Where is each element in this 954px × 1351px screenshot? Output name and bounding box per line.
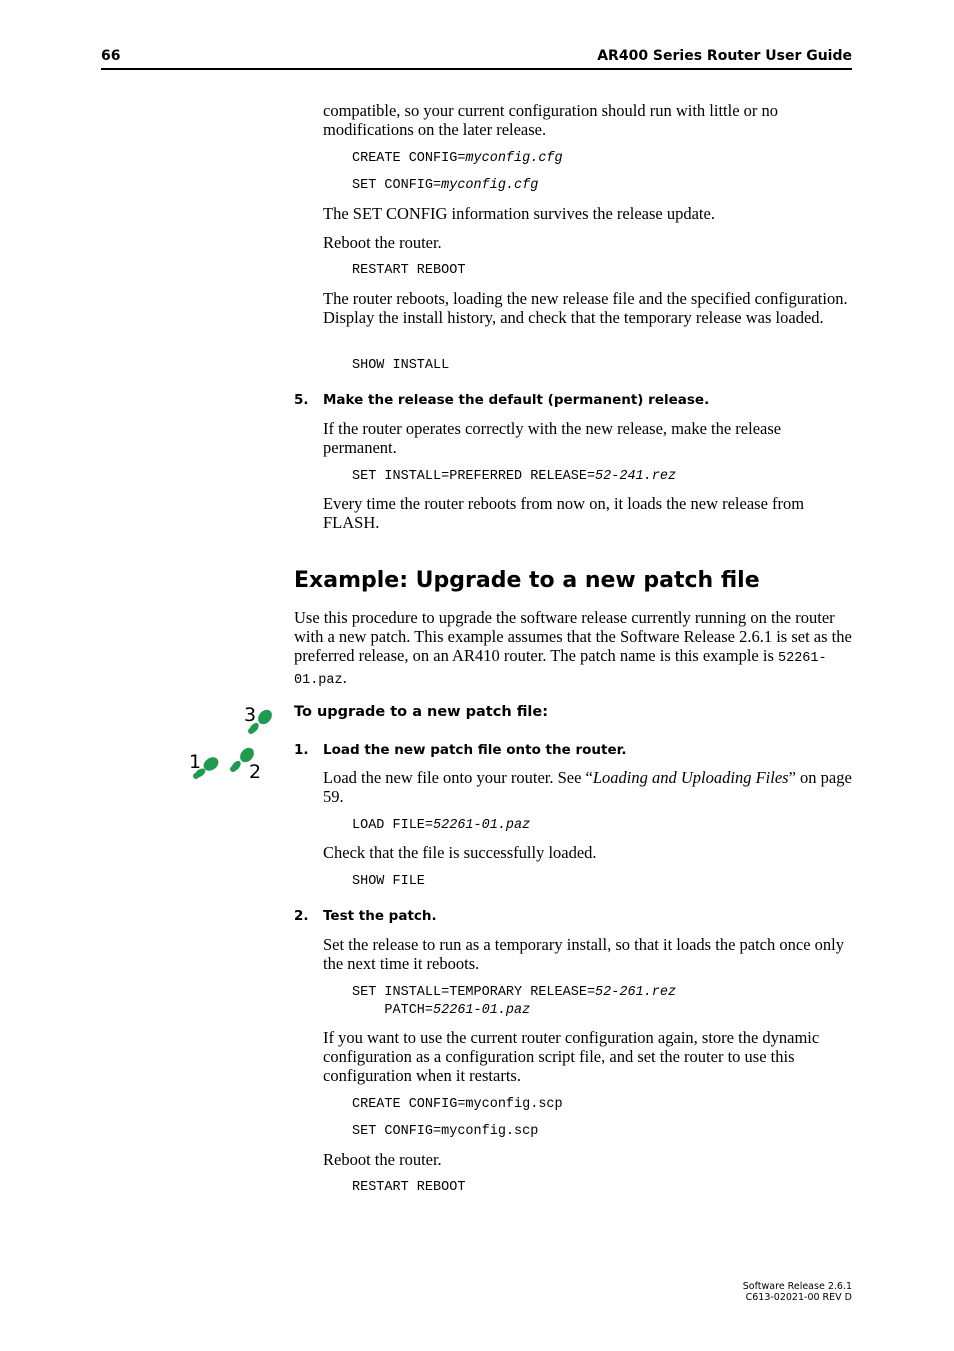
code-restart-reboot: RESTART REBOOT <box>352 263 466 278</box>
code-command: LOAD FILE= <box>352 818 434 833</box>
section-intro <box>294 608 854 690</box>
guide-title: AR400 Series Router User Guide <box>597 48 852 64</box>
intro-text: Use this procedure to upgrade the software release currently running on the router with a new patch. This example assumes that the Software Release 2.6.1 is set as the preferred release, on an AR410 router. The patch name is this example is <box>294 608 852 665</box>
code-create-config <box>352 150 563 168</box>
paragraph-reboot: Reboot the router. <box>323 233 442 252</box>
code-argument: 52-261.rez <box>595 985 677 1000</box>
code-argument: 52261-01.paz <box>433 818 531 833</box>
intro-end: . <box>342 668 347 687</box>
footsteps-icon <box>185 700 280 785</box>
intro-patch-name: 52261-01.paz <box>294 651 827 688</box>
step-number: 1. <box>294 742 309 758</box>
footer-release: Software Release 2.6.1 <box>742 1281 852 1292</box>
paragraph-reboot-2: Reboot the router. <box>323 1150 442 1169</box>
step-title-text: Make the release the default (permanent) release. <box>323 392 710 408</box>
code-argument: 52261-01.paz <box>433 1003 531 1018</box>
code-load-file <box>352 817 530 835</box>
code-command: SET INSTALL=PREFERRED RELEASE= <box>352 469 596 484</box>
code-argument: 52-241.rez <box>595 469 677 484</box>
step-title-text: Load the new patch file onto the router. <box>323 742 627 758</box>
procedure-title: To upgrade to a new patch file: <box>294 704 549 720</box>
footstep-label-2: 2 <box>249 761 262 783</box>
code-show-install: SHOW INSTALL <box>352 358 450 373</box>
paragraph-compatible: compatible, so your current configuration should run with little or no modifications on the later release. <box>323 101 779 139</box>
code-command: PATCH= <box>352 1003 434 1018</box>
paragraph-store-config: If you want to use the current router configuration again, store the dynamic configuration as a configuration script file, and set the router to use this configuration when it restarts. <box>323 1028 820 1085</box>
code-show-file: SHOW FILE <box>352 874 425 889</box>
paragraph-router-reboots: The router reboots, loading the new release file and the specified configuration. Display the install history, and check that the temporary release was loaded. <box>323 289 848 327</box>
code-restart-reboot-2: RESTART REBOOT <box>352 1180 466 1195</box>
paragraph-operates-correctly: If the router operates correctly with the new release, make the release permanent. <box>323 419 782 457</box>
paragraph-check-loaded: Check that the file is successfully loaded. <box>323 843 597 862</box>
text: ” on page 59. <box>323 768 852 806</box>
footer <box>743 1281 852 1303</box>
footstep-label-3: 3 <box>244 704 257 726</box>
step-number: 5. <box>294 392 309 408</box>
paragraph-every-time: Every time the router reboots from now on, it loads the new release from FLASH. <box>323 494 805 532</box>
paragraph-load-new-file <box>323 768 853 806</box>
footer-doc-number: C613-02021-00 REV D <box>745 1292 852 1303</box>
footstep-label-1: 1 <box>189 751 202 773</box>
step-5-title <box>294 391 709 409</box>
section-heading: Example: Upgrade to a new patch file <box>294 568 760 593</box>
code-argument: myconfig.cfg <box>441 178 539 193</box>
code-set-install-temporary <box>352 984 676 1020</box>
code-set-install-preferred <box>352 468 676 486</box>
proc-step-1-title <box>294 741 627 759</box>
proc-step-2-title <box>294 907 437 925</box>
paragraph-temporary-install: Set the release to run as a temporary install, so that it loads the patch once only the next time it reboots. <box>323 935 844 973</box>
code-set-config <box>352 177 538 195</box>
step-title-text: Test the patch. <box>323 908 437 924</box>
code-command: CREATE CONFIG= <box>352 151 466 166</box>
code-set-config-scp: SET CONFIG=myconfig.scp <box>352 1124 539 1139</box>
code-command: SET CONFIG= <box>352 178 442 193</box>
code-create-config-scp: CREATE CONFIG=myconfig.scp <box>352 1097 563 1112</box>
header-rule <box>101 68 852 70</box>
step-number: 2. <box>294 908 309 924</box>
text: Load the new file onto your router. See “ <box>323 768 593 787</box>
paragraph-set-config-survives: The SET CONFIG information survives the release update. <box>323 204 715 223</box>
code-command: SET INSTALL=TEMPORARY RELEASE= <box>352 985 596 1000</box>
page-number: 66 <box>101 48 121 64</box>
code-argument: myconfig.cfg <box>465 151 563 166</box>
cross-reference: Loading and Uploading Files <box>592 768 789 787</box>
